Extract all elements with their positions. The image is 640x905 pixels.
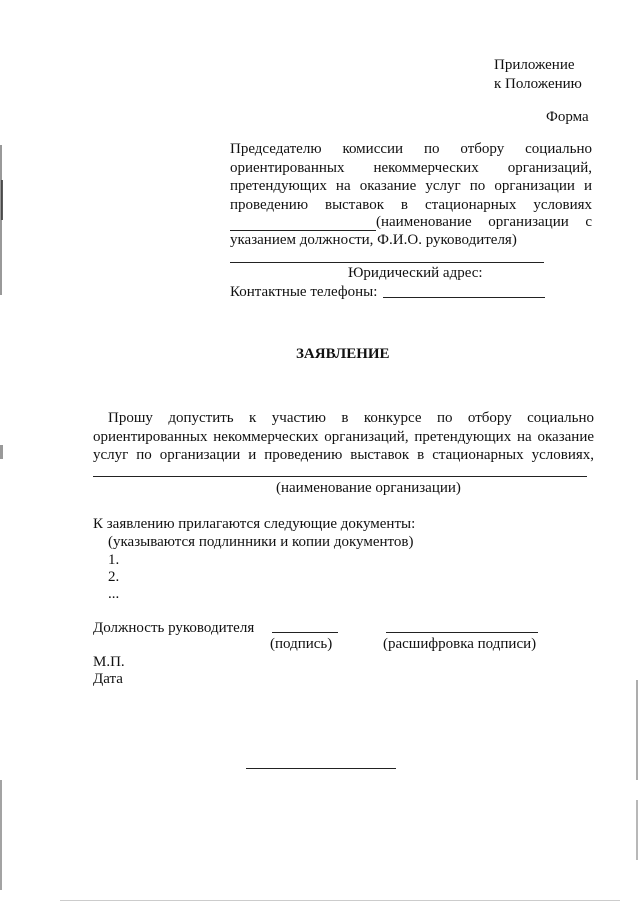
addressee-blank-line [230, 262, 544, 263]
signature-line [272, 632, 338, 633]
addressee-line-5-tail: (наименование организации с [376, 214, 592, 230]
phones-blank-line [383, 297, 545, 298]
addressee-line: проведению выставок в стационарных условиях [230, 197, 592, 213]
scan-edge-mark [0, 145, 2, 295]
signature-decode-line [386, 632, 538, 633]
document-title: ЗАЯВЛЕНИЕ [296, 346, 390, 362]
form-label: Форма [546, 109, 589, 125]
scan-edge-mark [636, 800, 638, 860]
signature-decode-caption: (расшифровка подписи) [383, 636, 537, 652]
attachments-heading: К заявлению прилагаются следующие документы: [93, 516, 416, 532]
addressee-line: ориентированных некоммерческих организаций, [230, 160, 592, 176]
closing-separator [246, 768, 396, 769]
body-line: Прошу допустить к участию в конкурсе по отбору социально [108, 410, 594, 426]
attachment-item: ... [108, 586, 120, 602]
addressee-line-6: указанием должности, Ф.И.О. руководителя) [230, 232, 517, 248]
org-name-blank-line [230, 230, 376, 231]
signature-caption: (подпись) [270, 636, 333, 652]
body-line: ориентированных некоммерческих организаций, претендующих на оказание [93, 429, 594, 445]
position-label: Должность руководителя [93, 620, 255, 636]
legal-address-label: Юридический адрес: [348, 265, 483, 281]
appendix-line-1: Приложение [494, 57, 575, 73]
date-label: Дата [93, 671, 123, 687]
appendix-line-2: к Положению [494, 76, 582, 92]
attachment-item: 1. [108, 552, 120, 568]
scan-edge-mark [0, 780, 2, 890]
attachments-note: (указываются подлинники и копии документов) [108, 534, 414, 550]
scan-edge-mark [1, 180, 3, 220]
addressee-line: Председателю комиссии по отбору социально [230, 141, 592, 157]
org-name-caption: (наименование организации) [276, 480, 461, 496]
seal-label: М.П. [93, 654, 125, 670]
org-name-line [93, 476, 587, 477]
scan-edge-mark [0, 445, 3, 459]
scan-edge-mark [636, 680, 638, 780]
scan-edge-mark [60, 900, 620, 901]
attachment-item: 2. [108, 569, 120, 585]
addressee-line: претендующих на оказание услуг по организации и [230, 178, 592, 194]
phones-label: Контактные телефоны: [230, 284, 378, 300]
body-line: услуг по организации и проведению выставок в стационарных условиях, [93, 447, 594, 463]
